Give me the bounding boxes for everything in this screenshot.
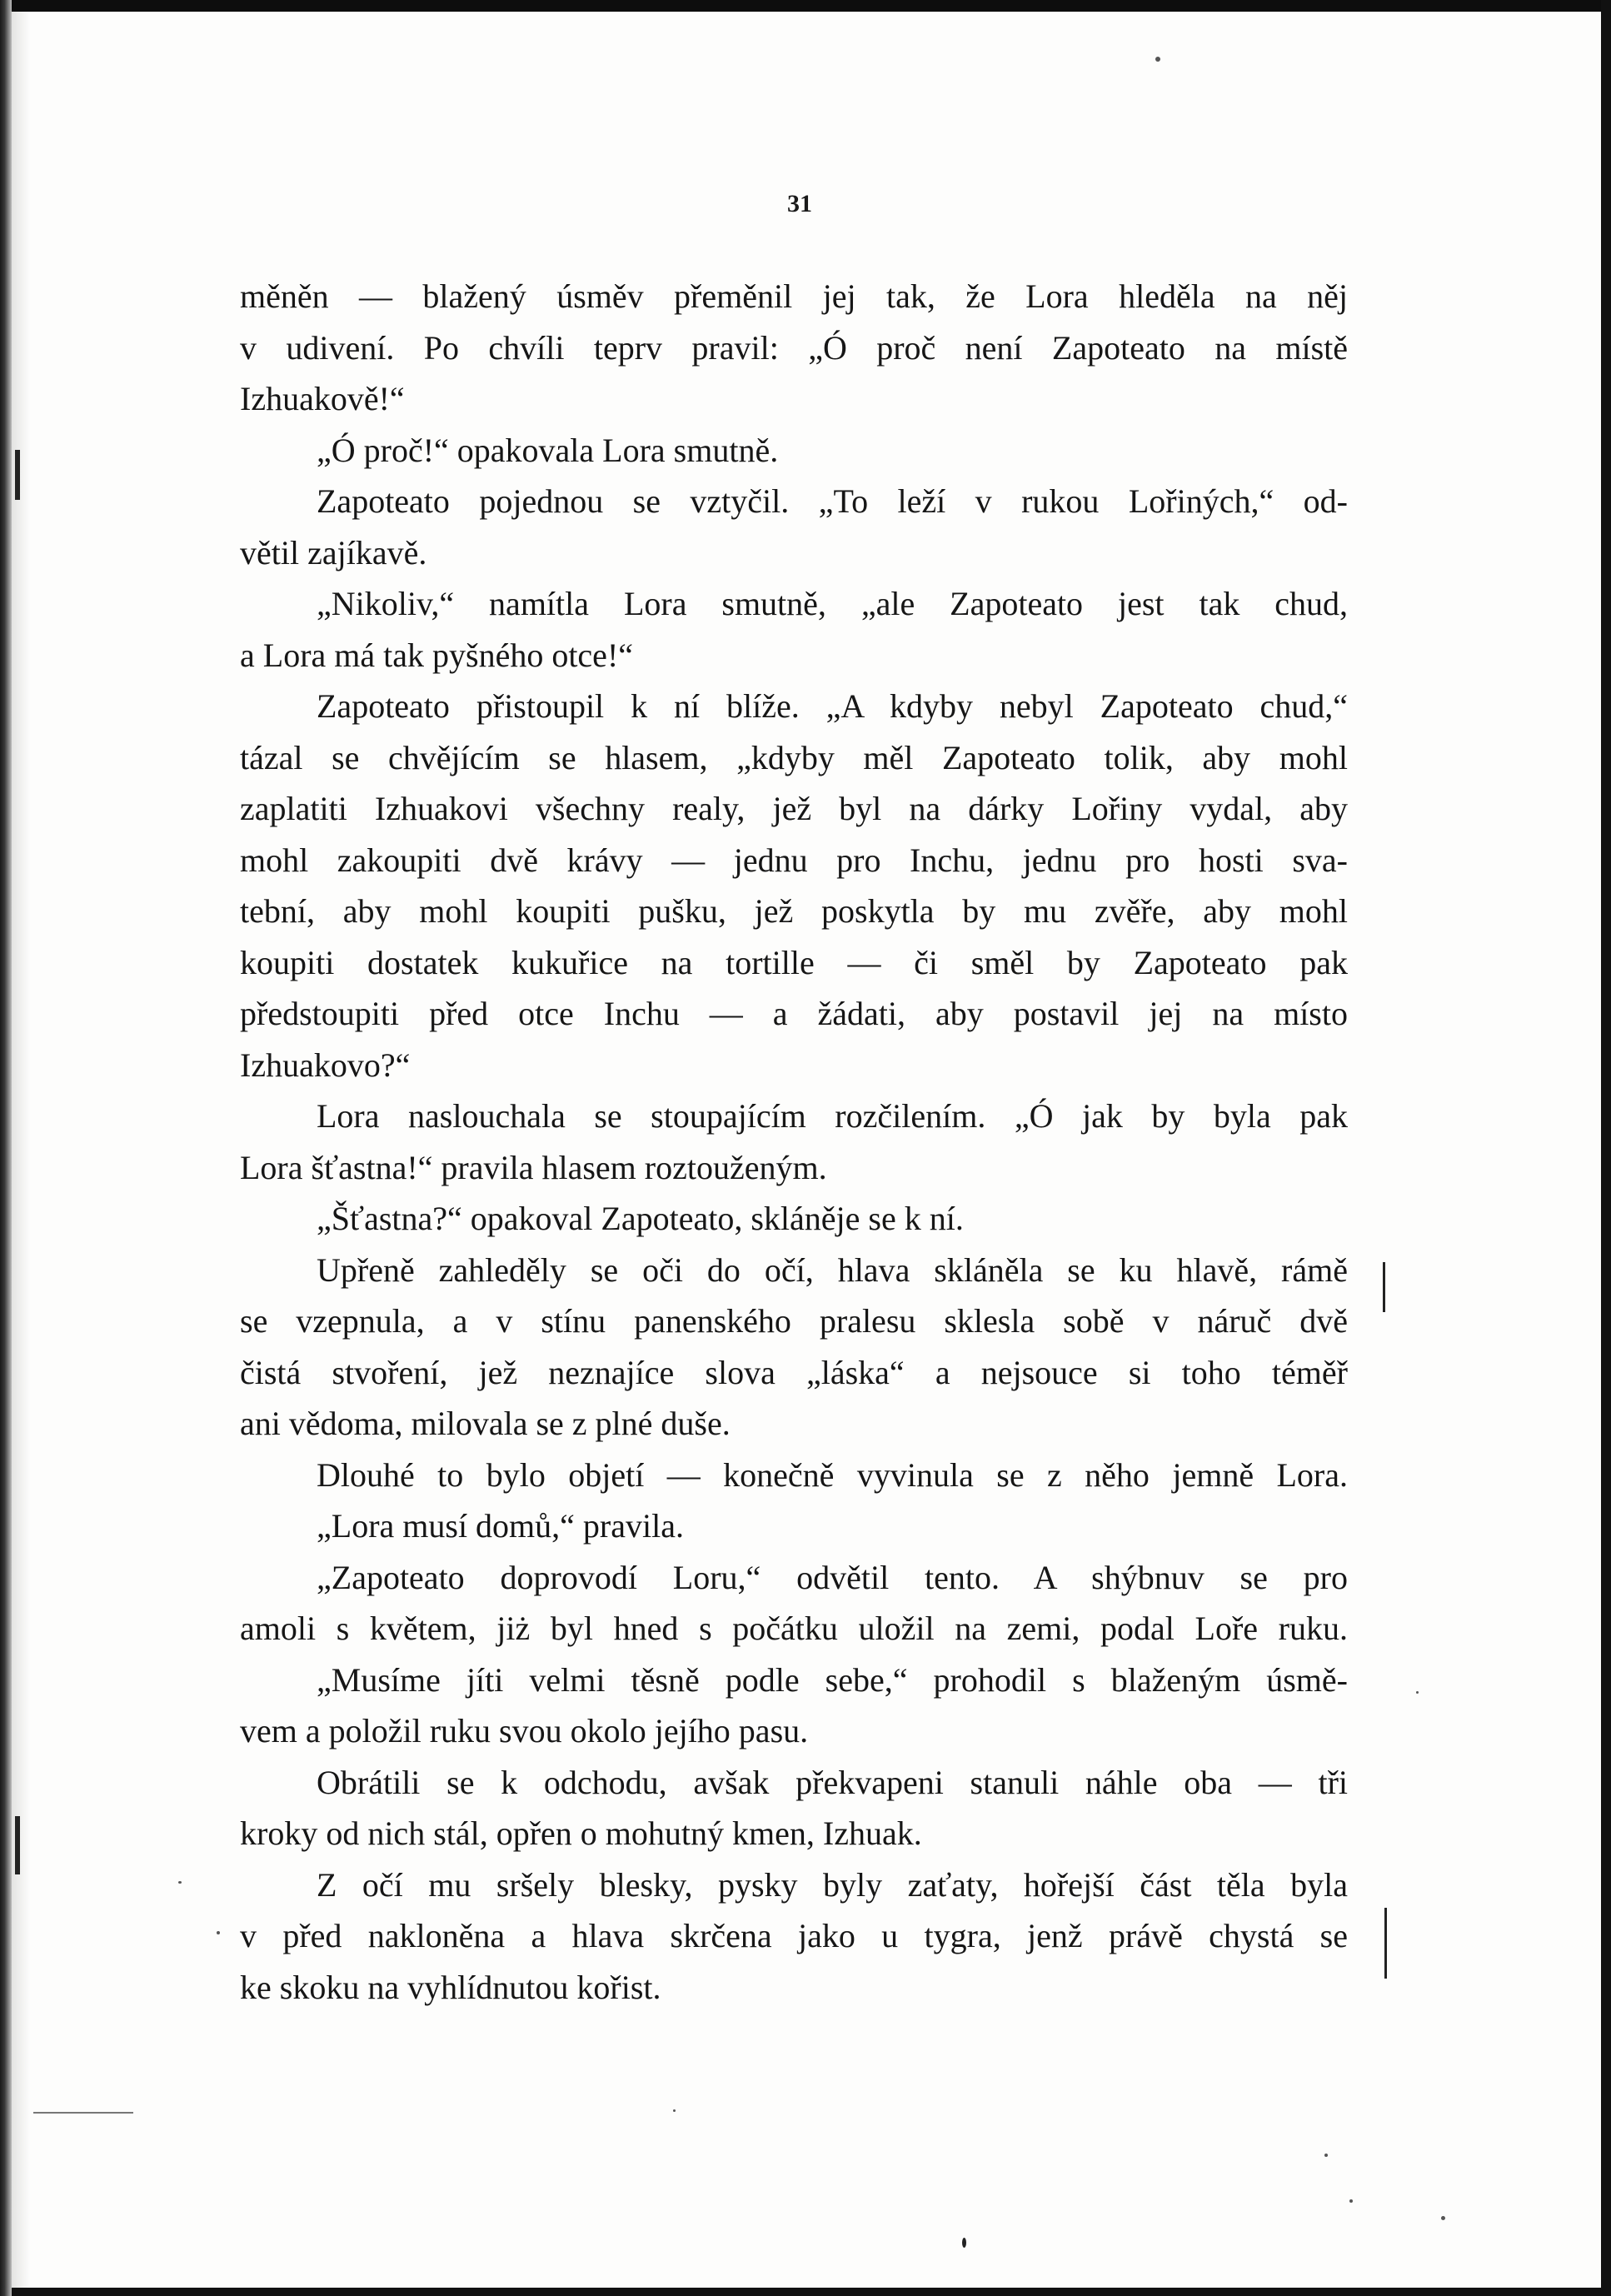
- left-edge-bar-1: [15, 450, 20, 500]
- scan-border-right: [1601, 0, 1611, 2296]
- margin-bar-2: [1384, 1908, 1387, 1979]
- text-line: kroky od nich stál, opřen o mohutný kmen, Izhuak.: [240, 1814, 922, 1852]
- text-line: Zapoteato přistoupil k ní blíže. „A kdyby nebyl Zapoteato chud,“: [317, 687, 1348, 725]
- text-line: Z očí mu sršely blesky, pysky byly zaťaty, hořejší část těla byla: [317, 1865, 1348, 1904]
- text-line: „Zapoteato doprovodí Loru,“ odvětil tento. A shýbnuv se pro: [317, 1558, 1348, 1596]
- text-line: Upřeně zahleděly se oči do očí, hlava skláněla se ku hlavě, rámě: [317, 1250, 1348, 1289]
- speck-9: [673, 2109, 676, 2112]
- speck-5: [1441, 2216, 1445, 2220]
- text-line: v před nakloněna a hlava skrčena jako u tygra, jenž právě chystá se: [240, 1917, 1348, 1954]
- text-line: čistá stvoření, jež neznajíce slova „láska“ a nejsouce si toho téměř: [240, 1353, 1348, 1391]
- text-line: „Musíme jíti velmi těsně podle sebe,“ prohodil s blaženým úsmě-: [317, 1660, 1348, 1699]
- text-line: Izhuakovo?“: [240, 1046, 411, 1084]
- text-line: ani vědoma, milovala se z plné duše.: [240, 1405, 731, 1442]
- page-number: 31: [787, 190, 812, 217]
- text-line: měněn — blažený úsměv přeměnil jej tak, že Lora hleděla na něj: [240, 277, 1348, 315]
- text-line: Zapoteato pojednou se vztyčil. „To leží v rukou Lořiných,“ od-: [317, 482, 1348, 520]
- text-line: „Nikoliv,“ namítla Lora smutně, „ale Zapoteato jest tak chud,: [317, 585, 1348, 622]
- scan-border-bottom: [0, 2288, 1611, 2296]
- text-line: předstoupiti před otce Inchu — a žádati, aby postavil jej na místo: [240, 995, 1348, 1032]
- speck-7: [217, 1931, 220, 1934]
- gutter-shadow: [12, 12, 30, 2288]
- text-line: ke skoku na vyhlídnutou kořist.: [240, 1968, 661, 2006]
- text-line: „Lora musí domů,“ pravila.: [317, 1507, 684, 1545]
- speck-4: [1349, 2199, 1353, 2203]
- text-line: Obrátili se k odchodu, avšak překvapeni stanuli náhle oba — tři: [317, 1763, 1348, 1801]
- text-line: koupiti dostatek kukuřice na tortille — či směl by Zapoteato pak: [240, 943, 1348, 981]
- text-line: zaplatiti Izhuakovi všechny realy, jež byl na dárky Lořiny vydal, aby: [240, 790, 1348, 827]
- text-line: Izhuakově!“: [240, 380, 405, 417]
- speck-1: [1155, 57, 1160, 62]
- text-line: tázal se chvějícím se hlasem, „kdyby měl Zapoteato tolik, aby mohl: [240, 738, 1348, 776]
- margin-bar-1: [1383, 1262, 1385, 1312]
- text-line: „Ó proč!“ opakovala Lora smutně.: [317, 431, 779, 469]
- text-line: „Šťastna?“ opakoval Zapoteato, skláněje se k ní.: [317, 1200, 964, 1237]
- text-line: v udivení. Po chvíli teprv pravil: „Ó proč není Zapoteato na místě: [240, 328, 1348, 367]
- text-line: a Lora má tak pyšného otce!“: [240, 636, 634, 674]
- text-line: Dlouhé to bylo objetí — konečně vyvinula se z něho jemně Lora.: [317, 1455, 1348, 1494]
- text-line: Lora šťastna!“ pravila hlasem roztouženým.: [240, 1148, 827, 1186]
- speck-2: [962, 2238, 966, 2248]
- speck-6: [1416, 1691, 1419, 1694]
- speck-3: [1324, 2154, 1328, 2157]
- scan-border-top: [0, 0, 1611, 12]
- text-line: vem a položil ruku svou okolo jejího pasu.: [240, 1712, 809, 1749]
- text-line: větil zajíkavě.: [240, 533, 427, 572]
- text-line: amoli s květem, jiż byl hned s počátku uložil na zemi, podal Loře ruku.: [240, 1610, 1348, 1647]
- speck-8: [178, 1881, 182, 1884]
- scan-border-left: [0, 0, 12, 2296]
- left-edge-line: [33, 2112, 133, 2114]
- body-text: [240, 271, 1348, 2013]
- text-line: tební, aby mohl koupiti pušku, jež poskytla by mu zvěře, aby mohl: [240, 892, 1348, 930]
- text-line: Lora naslouchala se stoupajícím rozčilením. „Ó jak by byla pak: [317, 1097, 1348, 1135]
- text-line: mohl zakoupiti dvě krávy — jednu pro Inchu, jednu pro hosti sva-: [240, 841, 1348, 879]
- text-line: se vzepnula, a v stínu panenského pralesu sklesla sobě v náruč dvě: [240, 1302, 1348, 1340]
- left-edge-bar-2: [15, 1816, 20, 1874]
